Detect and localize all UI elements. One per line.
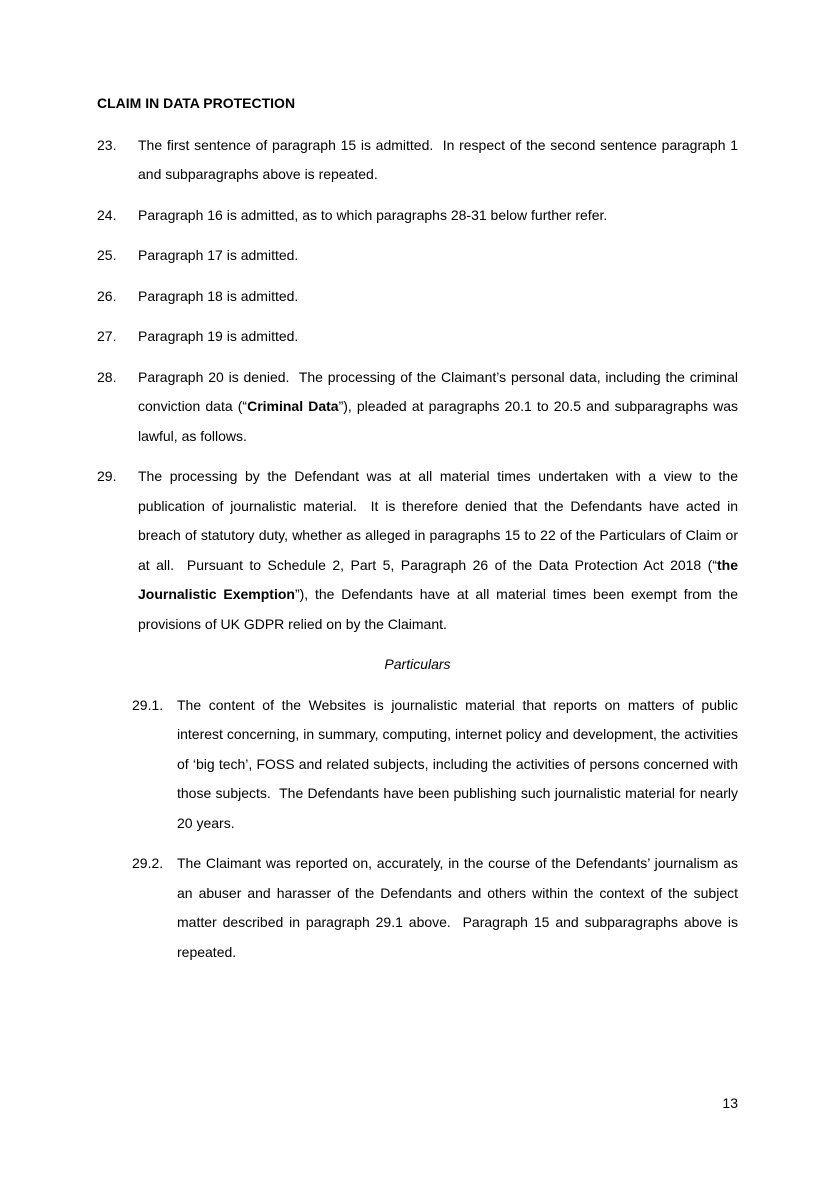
paragraph-number: 29.1. bbox=[132, 696, 164, 713]
paragraph-26 bbox=[97, 282, 738, 312]
paragraph-28 bbox=[97, 363, 742, 452]
paragraph-number: 27. bbox=[97, 328, 117, 344]
paragraph-text: The first sentence of paragraph 15 is admitted. In respect of the second sentence paragraph 1 and subparagraphs above is repeated. bbox=[138, 136, 742, 182]
paragraph-text: Paragraph 20 is denied. The processing of the Claimant’s personal data, including the criminal conviction data (“Criminal Data”), pleaded at paragraphs 20.1 to 20.5 and subparagraphs was lawful, as follows. bbox=[138, 368, 742, 444]
paragraph-number: 28. bbox=[97, 368, 117, 385]
paragraph-29 bbox=[97, 462, 742, 639]
paragraph-23 bbox=[97, 131, 742, 190]
paragraph-25 bbox=[97, 241, 738, 271]
subparagraph-29-2 bbox=[132, 849, 742, 967]
paragraph-number: 23. bbox=[97, 136, 117, 153]
paragraph-number: 25. bbox=[97, 247, 117, 263]
subparagraph-29-1 bbox=[132, 691, 742, 839]
paragraph-text: Paragraph 18 is admitted. bbox=[138, 287, 299, 304]
paragraph-24 bbox=[97, 201, 738, 231]
paragraph-text: Paragraph 19 is admitted. bbox=[138, 328, 299, 344]
particulars-heading: Particulars bbox=[384, 656, 451, 672]
paragraph-27 bbox=[97, 322, 738, 352]
paragraph-number: 29.2. bbox=[132, 855, 164, 871]
paragraph-text: The content of the Websites is journalistic material that reports on matters of public interest concerning, in summary, computing, internet policy and development, the activities of ‘big tech’, FOSS and related subjects, including the activities of persons concerned with those subjects. The Defendants have been publishing such journalistic material for nearly 20 years. bbox=[177, 696, 742, 831]
section-heading: CLAIM IN DATA PROTECTION bbox=[97, 95, 296, 111]
paragraph-number: 26. bbox=[97, 287, 117, 304]
paragraph-text: Paragraph 16 is admitted, as to which paragraphs 28-31 below further refer. bbox=[138, 206, 608, 223]
paragraph-number: 24. bbox=[97, 206, 117, 223]
paragraph-text: The processing by the Defendant was at all material times undertaken with a view to the publication of journalistic material. It is therefore denied that the Defendants have acted in breach of statutory duty, whether as alleged in paragraphs 15 to 22 of the Particulars of Claim or at all. Pursuant to Schedule 2, Part 5, Paragraph 26 of the Data Protection Act 2018 (“the Journalistic Exemption”), the Defendants have at all material times been exempt from the provisions of UK GDPR relied on by the Claimant. bbox=[138, 468, 742, 632]
paragraph-number: 29. bbox=[97, 468, 117, 484]
page-number: 13 bbox=[722, 1095, 738, 1111]
paragraph-text: Paragraph 17 is admitted. bbox=[138, 247, 299, 263]
paragraph-text: The Claimant was reported on, accurately, in the course of the Defendants’ journalism as an abuser and harasser of the Defendants and others within the context of the subject matter described in paragraph 29.1 above. Paragraph 15 and subparagraphs above is repeated. bbox=[177, 855, 742, 960]
